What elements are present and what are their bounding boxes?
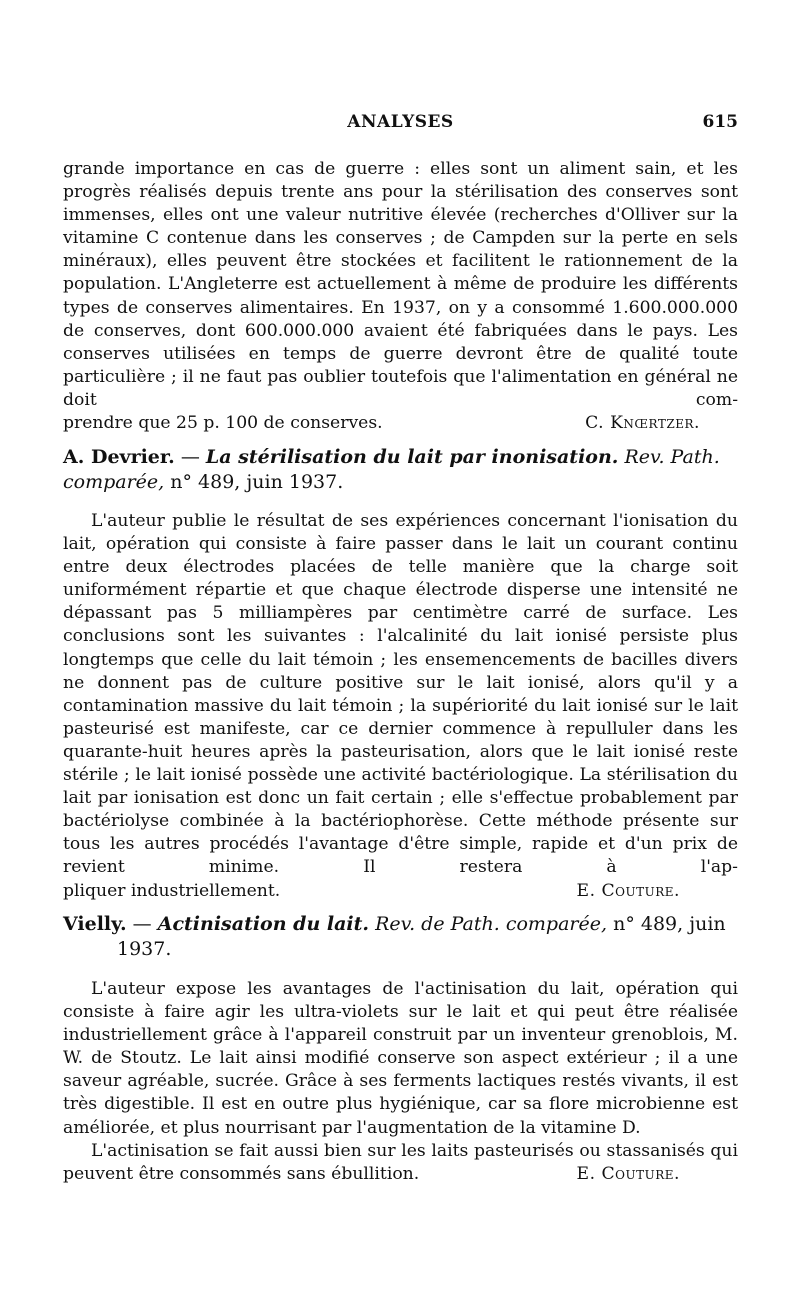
article-1-continuation bbox=[63, 158, 738, 435]
article-3-closing-line bbox=[63, 1163, 738, 1186]
article-2-body-block bbox=[63, 510, 738, 903]
article-3-dash: — bbox=[126, 913, 158, 935]
article-1-body: grande importance en cas de guerre : elles sont un aliment sain, et les progrès réalisés depuis trente ans pour la stérilisation des conserves sont immenses, elles ont une valeur nutritive élevée (recherches d'Olliver sur la vitamine C contenue dans les conserves ; de Campden sur la perte en sels minéraux), elles peuvent être stockées et facilitent le rationnement de la population. L'Angleterre est actuellement à même de produire les différents types de conserves alimentaires. En 1937, on y a consommé 1.600.000.000 de conserves, dont 600.000.000 avaient été fabriquées dans le pays. Les conserves utilisées en temps de guerre devront être de qualité toute particulière ; il ne faut pas oublier toutefois que l'alimentation en général ne doit com- bbox=[63, 159, 738, 410]
article-2-body: L'auteur publie le résultat de ses expériences concernant l'ionisation du lait, opération qui consiste à faire passer dans le lait un courant continu entre deux électrodes placées de telle manière que la charge soit uniformément répartie et que chaque électrode disperse une intensité ne dépassant pas 5 milliampères par centimètre carré de surface. Les conclusions sont les suivantes : l'alcalinité du lait ionisé persiste plus longtemps que celle du lait témoin ; les ensemencements de bacilles divers ne donnent pas de culture positive sur le lait ionisé, alors qu'il y a contamination massive du lait témoin ; la supériorité du lait ionisé sur le lait pasteurisé est manifeste, car ce dernier commence à repulluler dans les quarante-huit heures après la pasteurisation, alors que le lait ionisé reste stérile ; le lait ionisé possède une activité bactériologique. La stérilisation du lait par ionisation est donc un fait certain ; elle s'effectue probablement par bactériolyse combinée à la bactériophorèse. Cette méthode présente sur tous les autres procédés l'avantage d'être simple, rapide et d'un prix de revient minime. Il restera à l'ap- bbox=[63, 511, 738, 878]
article-1-last-line: prendre que 25 p. 100 de conserves. bbox=[63, 413, 383, 434]
article-1-closing-line bbox=[63, 412, 738, 435]
article-2-heading bbox=[63, 445, 738, 495]
article-3-last-line: peuvent être consommés sans ébullition. bbox=[63, 1163, 420, 1184]
running-header bbox=[63, 112, 738, 138]
article-3-body: L'auteur expose les avantages de l'actinisation du lait, opération qui consiste à faire agir les ultra-violets sur le lait et qui peut être réalisée industriellement grâce à l'appareil construit par un inventeur grenoblois, M. W. de Stoutz. Le lait ainsi modifié conserve son aspect extérieur ; il a une saveur agréable, sucrée. Grâce à ses ferments lactiques restés vivants, il est très digestible. Il est en outre plus hygiénique, car sa flore microbienne est améliorée, et plus nourrisant par l'augmentation de la vitamine D. bbox=[63, 979, 738, 1138]
article-3-year: 1937. bbox=[117, 938, 172, 960]
article-3-journal: Rev. de Path. comparée, bbox=[375, 913, 608, 935]
article-3-issue: n° 489, juin bbox=[613, 913, 726, 935]
article-2-journal: Rev. Path. comparée, bbox=[63, 446, 720, 493]
article-3-heading bbox=[63, 912, 738, 962]
page-number: 615 bbox=[702, 112, 738, 132]
article-3-body-block bbox=[63, 978, 738, 1186]
article-2-title: La stérilisation du lait par inonisation. bbox=[205, 446, 619, 468]
article-2-author: A. Devrier. bbox=[63, 446, 175, 468]
article-3-signature: E. Couture. bbox=[576, 1163, 680, 1184]
article-3-title: Actinisation du lait. bbox=[157, 913, 370, 935]
running-title: ANALYSES bbox=[347, 112, 454, 132]
article-3-body-2: L'actinisation se fait aussi bien sur les laits pasteurisés ou stassanisés qui bbox=[91, 1140, 738, 1161]
article-2-signature: E. Couture. bbox=[576, 880, 680, 901]
article-2-closing-line bbox=[63, 880, 738, 903]
article-1-signature: C. Knœrtzer. bbox=[585, 413, 700, 434]
article-3-author: Vielly. bbox=[63, 913, 127, 935]
article-2-last-line: pliquer industriellement. bbox=[63, 880, 281, 901]
article-2-issue: n° 489, juin 1937. bbox=[170, 471, 344, 493]
article-2-dash: — bbox=[174, 446, 206, 468]
